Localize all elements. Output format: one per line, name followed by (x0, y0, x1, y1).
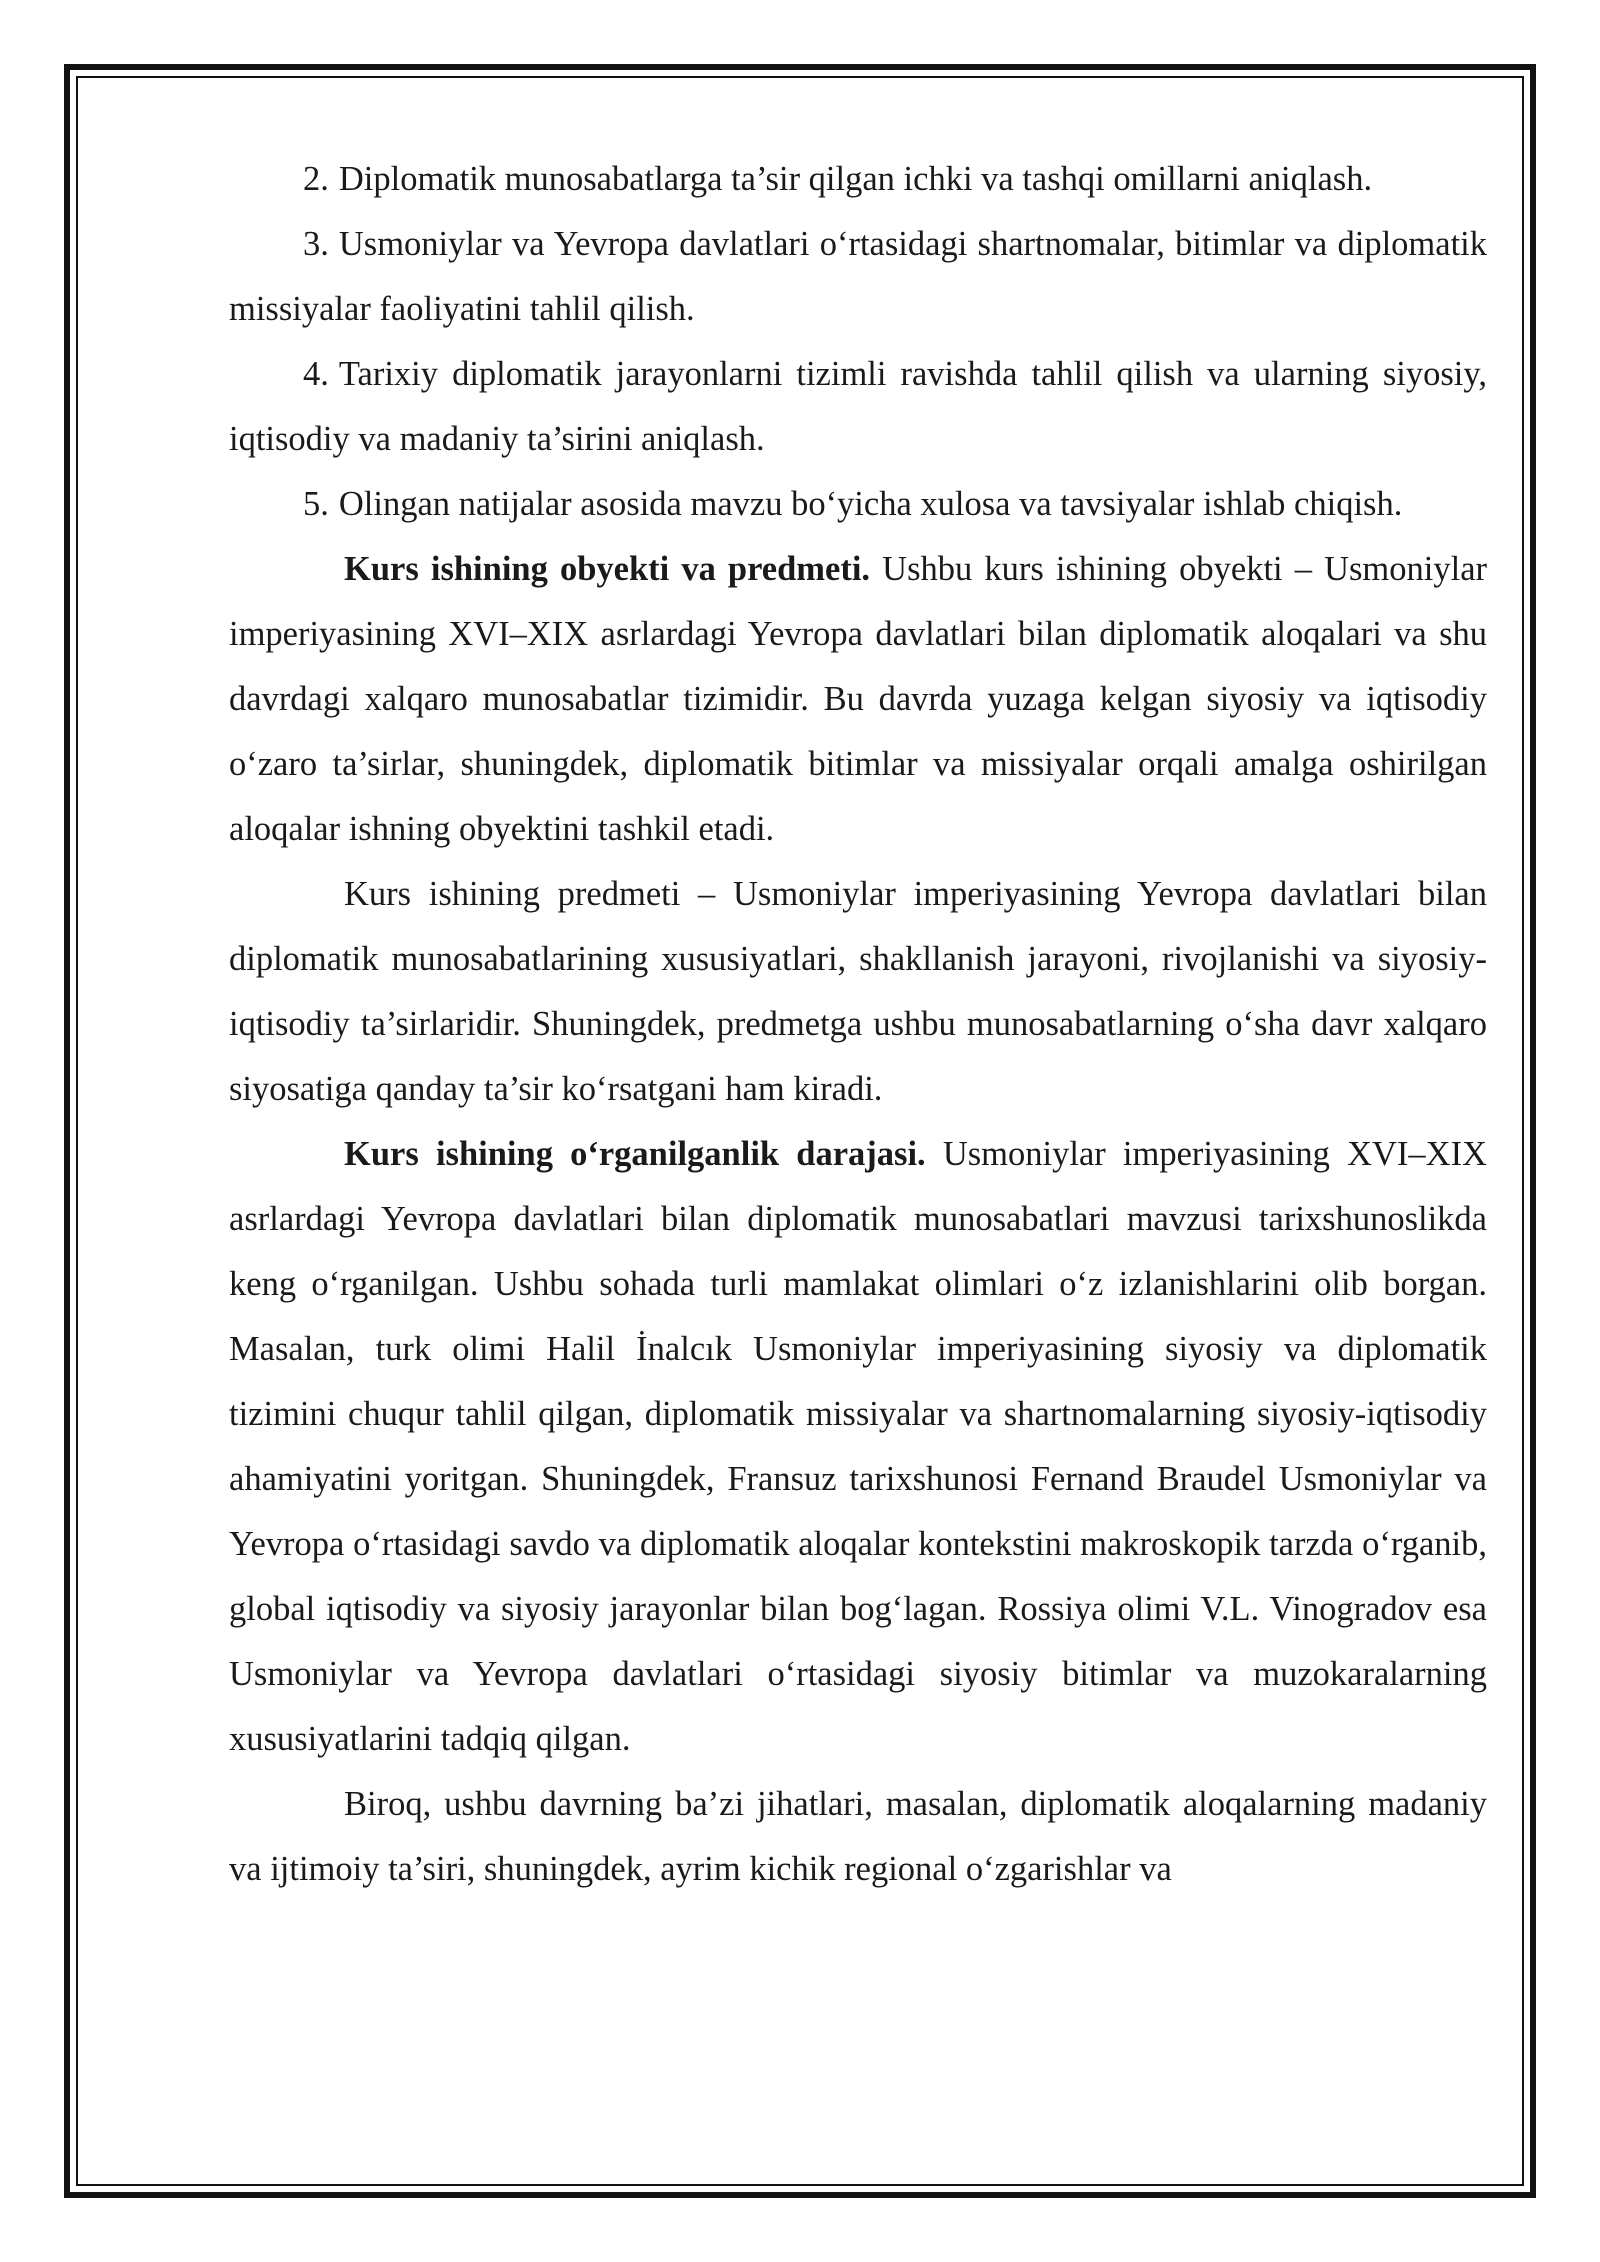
list-item-number: 4. (303, 355, 329, 393)
list-item (229, 472, 1487, 537)
document-body (229, 147, 1487, 1902)
study-text: Usmoniylar imperiyasining XVI–XIX asrlardagi Yevropa davlatlari bilan diplomatik munosabatlari mavzusi tarixshunoslikda keng o‘rganilgan. Ushbu sohada turli mamlakat olimlari o‘z izlanishlarini olib borgan. Masalan, turk olimi Halil İnalcık Usmoniylar imperiyasining siyosiy va diplomatik tizimini chuqur tahlil qilgan, diplomatik missiyalar va shartnomalarning siyosiy-iqtisodiy ahamiyatini yoritgan. Shuningdek, Fransuz tarixshunosi Fernand Braudel Usmoniylar va Yevropa o‘rtasidagi savdo va diplomatik aloqalar kontekstini makroskopik tarzda o‘rganib, global iqtisodiy va siyosiy jarayonlar bilan bog‘lagan. Rossiya olimi V.L. Vinogradov esa Usmoniylar va Yevropa davlatlari o‘rtasidagi siyosiy bitimlar va muzokaralarning xususiyatlarini tadqiq qilgan. (229, 1135, 1487, 1758)
closing-paragraph: Biroq, ushbu davrning ba’zi jihatlari, masalan, diplomatik aloqalarning madaniy va ijtimoiy ta’siri, shuningdek, ayrim kichik regional o‘zgarishlar va (229, 1785, 1487, 1888)
object-text: Ushbu kurs ishining obyekti – Usmoniylar imperiyasining XVI–XIX asrlardagi Yevropa davlatlari bilan diplomatik aloqalari va shu davrdagi xalqaro munosabatlar tizimidir. Bu davrda yuzaga kelgan siyosiy va iqtisodiy o‘zaro ta’sirlar, shuningdek, diplomatik bitimlar va missiyalar orqali amalga oshirilgan aloqalar ishning obyektini tashkil etadi. (229, 550, 1487, 848)
study-paragraph (229, 1122, 1487, 1772)
study-heading: Kurs ishining o‘rganilganlik darajasi. (344, 1135, 926, 1173)
object-paragraph (229, 537, 1487, 862)
list-item-number: 3. (303, 225, 329, 263)
list-item-text: Olingan natijalar asosida mavzu bo‘yicha xulosa va tavsiyalar ishlab chiqish. (338, 485, 1403, 523)
list-item (229, 342, 1487, 472)
list-item (229, 147, 1487, 212)
list-item-number: 5. (303, 485, 329, 523)
subject-paragraph: Kurs ishining predmeti – Usmoniylar imperiyasining Yevropa davlatlari bilan diplomatik munosabatlarining xususiyatlari, shakllanish jarayoni, rivojlanishi va siyosiy-iqtisodiy ta’sirlaridir. Shuningdek, predmetga ushbu munosabatlarning o‘sha davr xalqaro siyosatiga qanday ta’sir ko‘rsatgani ham kiradi. (229, 875, 1487, 1108)
list-item (229, 212, 1487, 342)
list-item-text: Diplomatik munosabatlarga ta’sir qilgan ichki va tashqi omillarni aniqlash. (338, 160, 1373, 198)
object-heading: Kurs ishining obyekti va predmeti. (344, 550, 871, 588)
list-item-text: Tarixiy diplomatik jarayonlarni tizimli ravishda tahlil qilish va ularning siyosiy, iqtisodiy va madaniy ta’sirini aniqlash. (229, 355, 1487, 458)
list-item-text: Usmoniylar va Yevropa davlatlari o‘rtasidagi shartnomalar, bitimlar va diplomatik missiyalar faoliyatini tahlil qilish. (229, 225, 1487, 328)
list-item-number: 2. (303, 160, 329, 198)
